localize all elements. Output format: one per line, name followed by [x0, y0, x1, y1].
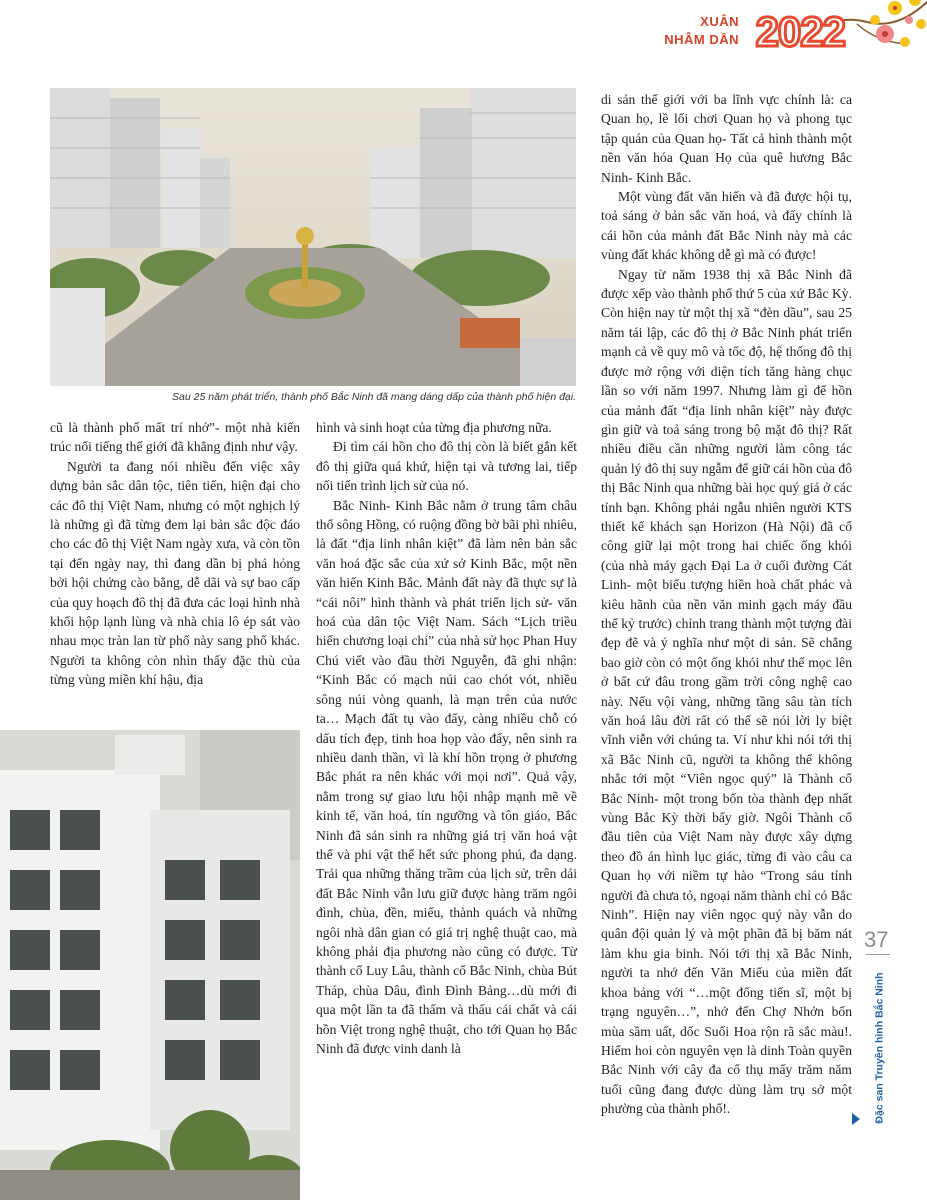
photo-caption: Sau 25 năm phát triển, thành phố Bắc Ninh đã mang dáng dấp của thành phố hiện đại.: [172, 391, 576, 403]
paragraph: Người ta đang nói nhiều đến việc xây dựng bản sắc dân tộc, tiên tiến, hiện đại cho các đô thị Việt Nam, nhưng có một nghịch lý là những gì đã từng đem lại bản sắc độc đáo cho các đô thị Việt Nam ngày xưa, và còn tồn tại đến ngày nay, thì đang dần bị phá hỏng bởi hội chứng cào bằng, dễ dãi và sự bao cấp của quy hoạch đô thị đã đưa các loại hình nhà khối hộp lạnh lùng và nhà chia lô ép sát vào nhau mọc tràn lan từ phố này sang phố khác. Người ta không còn nhìn thấy đặc thù của từng vùng miền khí hậu, địa: [50, 458, 300, 688]
paragraph: Một vùng đất văn hiến và đã được hội tụ, toả sáng ở bản sắc văn hoá, và đấy chính là cái hồn của mảnh đất Bắc Ninh này mà các vùng đất khác không dễ gì mà có được!: [601, 189, 852, 263]
city-roundabout-photo: [50, 88, 576, 386]
page-number: 37: [864, 927, 889, 952]
page-number-rule: [866, 954, 890, 955]
paragraph: di sản thế giới với ba lĩnh vực chính là: ca Quan họ, lề lối chơi Quan họ và phong tục tập quán của Quan họ- Tất cả hình thành một nền văn hóa Quan Họ của quê hương Bắc Ninh- Kinh Bắc.: [601, 92, 852, 185]
publication-name: Đặc san Truyền hình Bắc Ninh: [874, 972, 886, 1124]
publication-sideline: [871, 962, 889, 1134]
paragraph: cũ là thành phố mất trí nhớ”- một nhà kiến trúc nổi tiếng thế giới đã khẳng định như vậy.: [50, 420, 300, 455]
article-column-2: [316, 418, 577, 1058]
paragraph: Bắc Ninh- Kinh Bắc nằm ở trung tâm châu thổ sông Hồng, có ruộng đồng bờ bãi phì nhiêu, là đất “địa linh nhân kiệt” đã làm nên bản sắc văn hoá đặc sắc của xứ sở Kinh Bắc, một nền văn hiến Kinh Bắc. Mảnh đất này đã thực sự là “cái nôi” hình thành và phát triển lịch sử- văn hoá của dân tộc Việt Nam. Sách “Lịch triều hiến chương loại chí” của nhà sử học Phan Huy Chú viết vào đầu thời Nguyễn, đã ghi nhận: “Kinh Bắc có mạch núi cao chót vót, nhiều sông núi vòng quanh, là mạn trên của nước ta… Mạch đất tụ vào đấy, càng nhiều chỗ có dấu tích đẹp, tinh hoa họp vào đấy, nên sinh ra nhiều danh thần, vì là khí hồn trọng ở phương Bắc phát ra nên khác với mọi nơi”. Quả vậy, nằm trong sự giao lưu hội nhập mạnh mẽ về kinh tế, văn hoá, tín ngưỡng và tôn giáo, Bắc Ninh đã sản sinh ra những giá trị văn hoá vật thể và phi vật thể hết sức phong phú, đa dạng. Trải qua những thăng trầm của lịch sử, trên dải đất Bắc Ninh vẫn lưu giữ được hàng trăm ngôi đình, chùa, đền, miếu, thành quách và những ngôi nhà dân gian có giá trị nghệ thuật cao, mà không phải địa phương nào cũng có được. Từ thành cổ Luy Lâu, thành cổ Bắc Ninh, chùa Bút Tháp, chùa Dâu, đình Đình Bảng…dù mới đi qua một lần ta đã thấm và thấu cái chất và cái hồn Việt trong nghệ thuật, cho tới Quan họ Bắc Ninh đã được vinh danh là: [316, 497, 577, 1056]
paragraph: hình và sinh hoạt của từng địa phương nữa.: [316, 420, 552, 435]
masthead: [627, 0, 927, 62]
paragraph: Đi tìm cái hồn cho đô thị còn là biết gắn kết đô thị giữa quá khứ, hiện tại và tương lai, tiếp nối tiến trình lịch sử của nó.: [316, 439, 577, 494]
article-column-3: [601, 90, 852, 1119]
masthead-line-2: NHÂM DẦN: [664, 32, 739, 47]
building-construction-photo: [0, 730, 300, 1200]
paragraph: Ngay từ năm 1938 thị xã Bắc Ninh đã được xếp vào thành phố thứ 5 của xứ Bắc Kỳ. Còn hiện nay từ một thị xã “đèn dầu”, sau 25 năm tái lập, các đô thị ở Bắc Ninh phát triển mạnh cả về quy mô và tốc độ, hệ thống đô thị được mở rộng với diện tích tăng hàng chục lần so với năm 1997. Nhưng làm gì để hồn của mảnh đất “địa linh nhân kiệt” này được gìn giữ và toả sáng trong bộ mặt đô thị? Rất nhiều điều cần những người làm công tác quản lý đô thị suy ngẫm để giữ cái hồn của đô thị Bắc Ninh qua những bài học quý giá ở các tỉnh bạn. Không phải ngẫu nhiên người KTS thiết kế khách sạn Horizon (Hà Nội) đã cố công giữ lại một trong hai chiếc ống khói (của nhà máy gạch Đại La ở cuối đường Cát Linh- một biểu tượng hiền hoà chất phác và kiêu hãnh của nền văn minh gạch máy đầu thế kỷ trước) chỉnh trang thành một tượng đài đẹp đẽ và ý nghĩa như một di sản. Sẽ chẳng bao giờ còn có một ống khói như thế mọc lên ở bất cứ đâu trong gầm trời công nghệ cao này. Nếu vội vàng, những tầng sâu tàn tích văn hoá lâu đời rất có thể sẽ nói lời ly biệt vĩnh viễn với chúng ta. Ví như khi nói tới thị xã Bắc Ninh cũ, người ta không thể không nhắc tới một “Viên ngọc quý” là Thành cổ Bắc Ninh- một trong bốn tòa thành đẹp nhất vùng Bắc Kỳ thời bấy giờ. Ngôi Thành cổ đầu tiên của Việt Nam này được xây dựng theo đồ án hình lục giác, từng đi vào câu ca Quan họ với niềm tự hào “Trong sáu tỉnh người đà chưa tỏ, ngoại năm thành chỉ có Bắc Ninh”. Hiện nay viên ngọc quý này vẫn do quân đội quản lý và một phần đã bị băm nát làm khu gia binh. Nói tới thị xã Bắc Ninh, người ta nhớ đến Văn Miếu của miền đất khoa bảng với “…một đống tiến sĩ, một bị trạng nguyên…”, nhớ đến Chợ Nhớn bốn mùa sầm uất, dốc Suối Hoa rộn rã sắc màu!. Hiếm hoi còn nguyên vẹn là dinh Toàn quyền Bắc Ninh với cây đa cổ thụ mấy trăm năm tuổi cũng đang được dùng làm trụ sở một phường của thành phố!.: [601, 266, 852, 1117]
article-column-1: [50, 418, 300, 690]
page-arrow-icon: [852, 1113, 860, 1125]
masthead-year: 2022: [755, 8, 845, 55]
masthead-line-1: XUÂN: [700, 14, 739, 29]
